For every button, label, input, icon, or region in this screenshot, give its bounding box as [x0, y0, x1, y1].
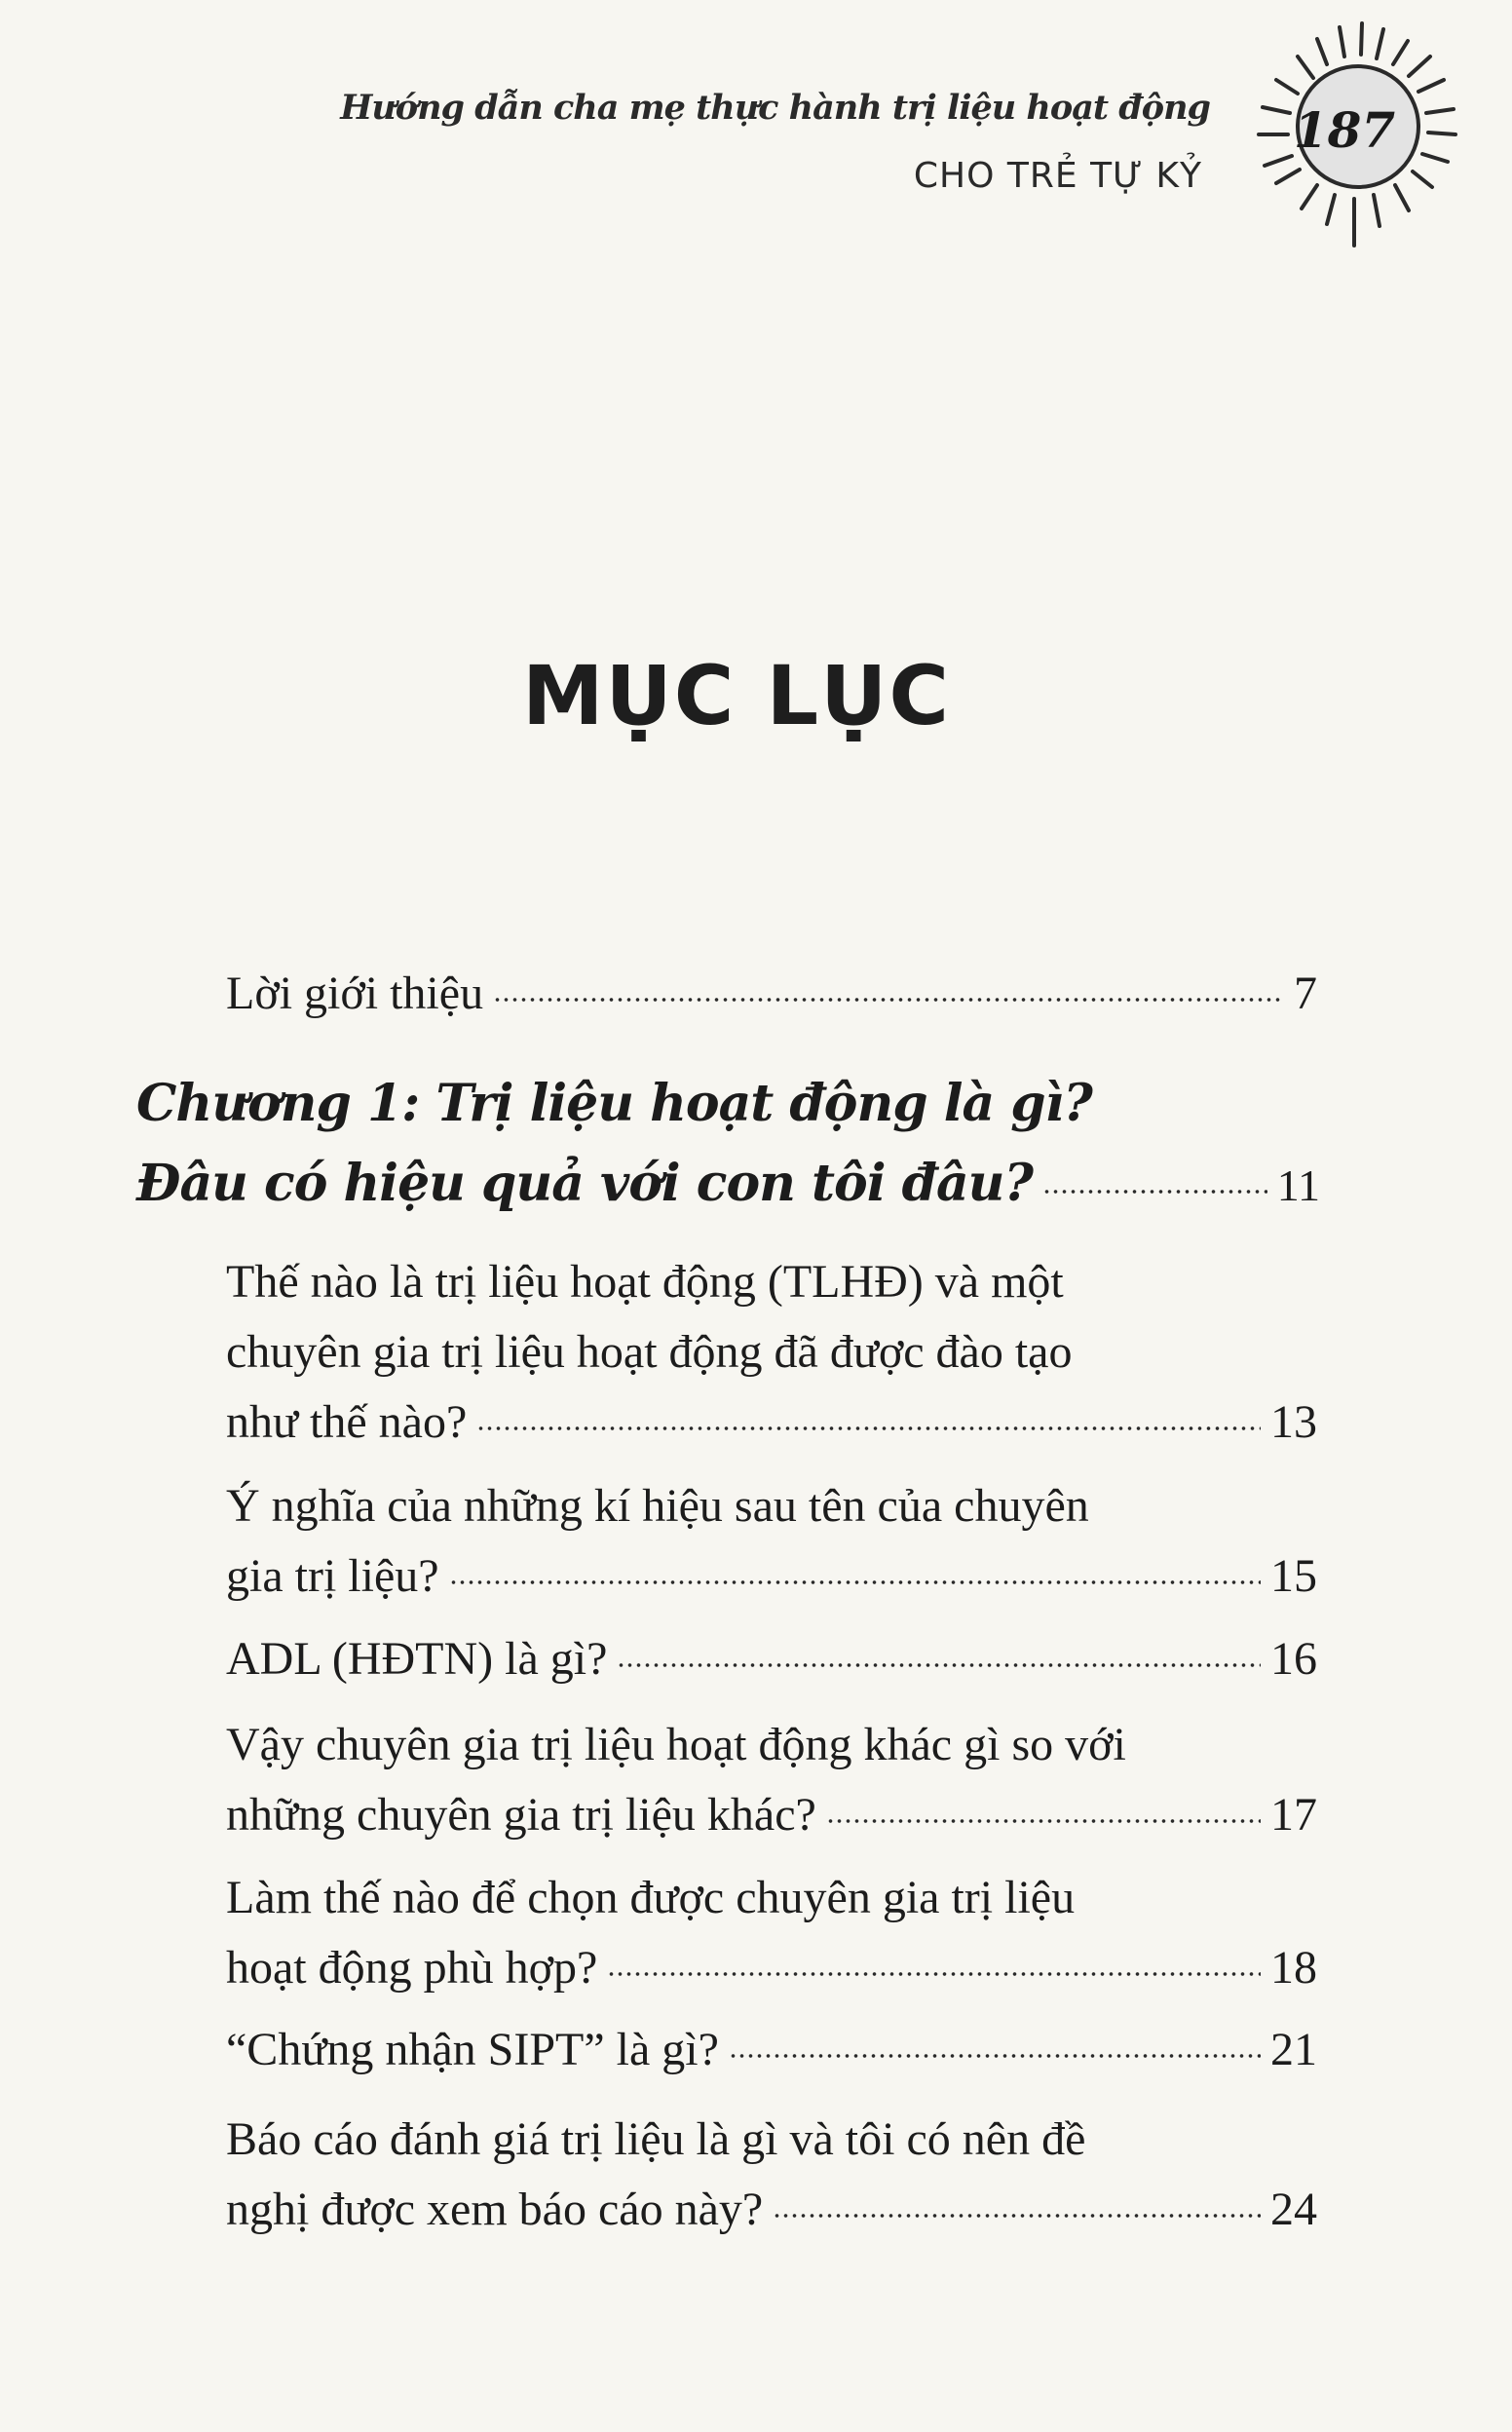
toc-entry-label: ADL (HĐTN) là gì? [226, 1633, 608, 1685]
toc-entry-line: chuyên gia trị liệu hoạt động đã được đào tạo [226, 1326, 1073, 1378]
toc-entry-page: 16 [1270, 1633, 1317, 1685]
dot-leader [607, 1969, 1261, 1979]
toc-entry-label: những chuyên gia trị liệu khác? [226, 1789, 816, 1841]
toc-entry-line: Thế nào là trị liệu hoạt động (TLHĐ) và một [226, 1256, 1064, 1308]
dot-leader [493, 995, 1284, 1005]
toc-entry-page: 15 [1270, 1550, 1317, 1602]
toc-entry-line: Vậy chuyên gia trị liệu hoạt động khác gì so với [226, 1719, 1126, 1770]
toc-entry [226, 1710, 1317, 1850]
toc-entry [226, 1471, 1317, 1612]
toc-entry-page: 13 [1270, 1396, 1317, 1448]
chapter-title-line: Chương 1: Trị liệu hoạt động là gì? [136, 1074, 1092, 1133]
dot-leader [729, 2051, 1261, 2061]
toc-entry-line: Ý nghĩa của những kí hiệu sau tên của chuyên [226, 1480, 1089, 1532]
toc-entry-page: 21 [1270, 2024, 1317, 2075]
dot-leader [476, 1424, 1261, 1433]
toc-entry-page: 24 [1270, 2184, 1317, 2235]
toc-entry [226, 2105, 1317, 2245]
toc-entry [226, 1624, 1317, 1694]
toc-entry-page: 17 [1270, 1789, 1317, 1841]
toc-entry-page: 18 [1270, 1942, 1317, 1994]
toc-entry-label: hoạt động phù hợp? [226, 1942, 598, 1994]
toc-entry [226, 2015, 1317, 2085]
toc-entry [226, 1863, 1317, 2003]
toc-entry-label: như thế nào? [226, 1396, 468, 1448]
toc-entry-label: nghị được xem báo cáo này? [226, 2184, 764, 2235]
running-header-subtitle: CHO TRẺ TỰ KỶ [913, 156, 1202, 196]
toc-entry-line: Báo cáo đánh giá trị liệu là gì và tôi có nên đề [226, 2113, 1086, 2165]
page-number: 187 [1293, 101, 1396, 159]
toc-entry-label: gia trị liệu? [226, 1550, 439, 1602]
toc-entry-label: Lời giới thiệu [226, 968, 484, 1019]
dot-leader [826, 1816, 1261, 1826]
dot-leader [1042, 1187, 1267, 1197]
running-header-title: Hướng dẫn cha mẹ thực hành trị liệu hoạt động [340, 88, 1210, 128]
toc-entry [226, 1247, 1317, 1458]
toc-entry-line: Làm thế nào để chọn được chuyên gia trị liệu [226, 1872, 1076, 1923]
toc-title: MỤC LỤC [521, 648, 952, 743]
dot-leader [617, 1660, 1261, 1670]
toc-entry-intro [226, 959, 1317, 1029]
dot-leader [773, 2211, 1261, 2221]
chapter-title-line: Đâu có hiệu quả với con tôi đâu? [136, 1154, 1033, 1213]
toc-chapter-1 [136, 1064, 1320, 1226]
toc-entry-label: “Chứng nhận SIPT” là gì? [226, 2024, 719, 2075]
dot-leader [449, 1577, 1261, 1587]
toc-entry-page: 11 [1276, 1160, 1320, 1210]
toc-entry-page: 7 [1294, 968, 1317, 1019]
